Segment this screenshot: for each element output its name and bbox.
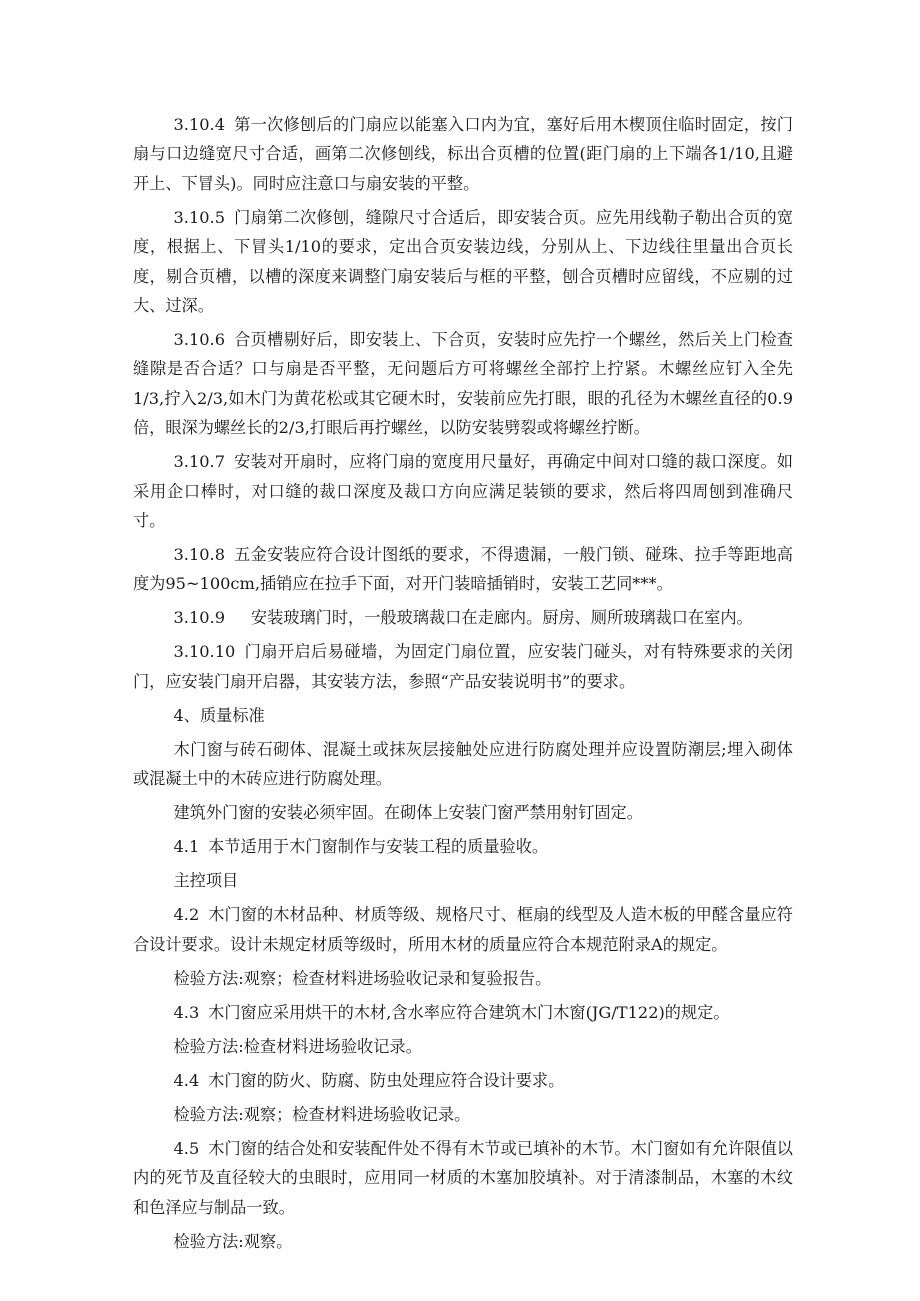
paragraph-text: 五金安装应符合设计图纸的要求，不得遗漏，一般门锁、碰珠、拉手等距地高度为95~100cm,插销应在拉手下面，对开门装暗插销时，安装工艺同***。 bbox=[133, 545, 793, 594]
paragraph-text: 检验方法:观察；检查材料进场验收记录和复验报告。 bbox=[173, 968, 552, 988]
inspection-method-4-3 bbox=[133, 1032, 793, 1061]
paragraph-3-10-7 bbox=[133, 447, 793, 535]
paragraph-text: 检验方法:观察；检查材料进场验收记录。 bbox=[173, 1104, 471, 1124]
paragraph-4-5 bbox=[133, 1134, 793, 1222]
inspection-method-4-5 bbox=[133, 1227, 793, 1256]
paragraph-text: 合页槽剔好后，即安装上、下合页，安装时应先拧一个螺丝，然后关上门检查缝隙是否合适？口与扇是否平整，无问题后方可将螺丝全部拧上拧紧。木螺丝应钉入全先1/3,拧入2/3,如木门为黄花松或其它硬木时，安装前应先打眼，眼的孔径为木螺丝直径的0.9倍，眼深为螺丝长的2/3,打眼后再拧螺丝，以防安装劈裂或将螺丝拧断。 bbox=[133, 330, 793, 438]
clause-number: 3.10.10 bbox=[173, 642, 236, 662]
clause-number: 3.10.9 bbox=[173, 608, 225, 628]
paragraph-3-10-10 bbox=[133, 637, 793, 696]
paragraph-text: 第一次修刨后的门扇应以能塞入口内为宜，塞好后用木楔顶住临时固定，按门扇与口边缝宽尺寸合适，画第二次修刨线，标出合页槽的位置(距门扇的上下端各1/10,且避开上、下冒头)。同时应注意口与扇安装的平整。 bbox=[133, 115, 793, 193]
paragraph-exterior-install bbox=[133, 798, 793, 827]
clause-number: 3.10.7 bbox=[173, 452, 225, 472]
paragraph-text: 安装玻璃门时，一般玻璃裁口在走廊内。厨房、厕所玻璃裁口在室内。 bbox=[250, 608, 753, 628]
paragraph-text: 安装对开扇时，应将门扇的宽度用尺量好，再确定中间对口缝的裁口深度。如采用企口棒时，对口缝的裁口深度及裁口方向应满足装锁的要求，然后将四周刨到准确尺寸。 bbox=[133, 452, 793, 531]
clause-number: 4.1 bbox=[173, 837, 200, 857]
paragraph-text: 木门窗的木材品种、材质等级、规格尺寸、框扇的线型及人造木板的甲醛含量应符合设计要求。设计未规定材质等级时，所用木材的质量应符合本规范附录A的规定。 bbox=[133, 905, 793, 954]
clause-number: 3.10.4 bbox=[173, 115, 225, 134]
paragraph-4-1 bbox=[133, 832, 793, 861]
paragraph-text: 检验方法:检查材料进场验收记录。 bbox=[173, 1036, 422, 1056]
paragraph-text: 门扇开启后易碰墙，为固定门扇位置，应安装门碰头，对有特殊要求的关闭门，应安装门扇开启器，其安装方法，参照“产品安装说明书”的要求。 bbox=[133, 642, 793, 691]
paragraph-text: 主控项目 bbox=[173, 871, 239, 891]
paragraph-text: 木门窗的结合处和安装配件处不得有木节或已填补的木节。木门窗如有允许限值以内的死节及直径较大的虫眼时，应用同一材质的木塞加胶填补。对于清漆制品，木塞的木纹和色泽应与制品一致。 bbox=[133, 1138, 793, 1217]
paragraph-anticorrosion bbox=[133, 735, 793, 794]
subheading-main-items bbox=[133, 866, 793, 895]
paragraph-text: 木门窗的防火、防腐、防虫处理应符合设计要求。 bbox=[208, 1070, 565, 1090]
clause-number: 4.2 bbox=[173, 905, 200, 925]
section-heading-quality-standard bbox=[133, 701, 793, 730]
inspection-method-4-2 bbox=[133, 964, 793, 993]
paragraph-3-10-4 bbox=[133, 110, 793, 198]
clause-number: 3.10.5 bbox=[173, 207, 225, 227]
clause-number: 4.5 bbox=[173, 1138, 200, 1158]
paragraph-text: 木门窗应采用烘干的木材,含水率应符合建筑木门木窗(JG/T122)的规定。 bbox=[208, 1002, 730, 1022]
paragraph-text: 本节适用于木门窗制作与安装工程的质量验收。 bbox=[208, 837, 549, 857]
clause-number: 3.10.6 bbox=[173, 330, 225, 350]
paragraph-text: 木门窗与砖石砌体、混凝土或抹灰层接触处应进行防腐处理并应设置防潮层;埋入砌体或混凝土中的木砖应进行防腐处理。 bbox=[133, 739, 793, 789]
paragraph-text: 4、质量标准 bbox=[173, 705, 265, 725]
paragraph-4-4 bbox=[133, 1066, 793, 1095]
inspection-method-4-4 bbox=[133, 1100, 793, 1129]
paragraph-4-2 bbox=[133, 900, 793, 959]
paragraph-3-10-6 bbox=[133, 325, 793, 443]
paragraph-3-10-5 bbox=[133, 203, 793, 321]
document-page bbox=[133, 110, 793, 1261]
paragraph-3-10-8 bbox=[133, 540, 793, 599]
clause-number: 4.3 bbox=[173, 1002, 200, 1022]
paragraph-text: 检验方法:观察。 bbox=[173, 1231, 293, 1251]
paragraph-text: 建筑外门窗的安装必须牢固。在砌体上安装门窗严禁用射钉固定。 bbox=[173, 803, 643, 823]
paragraph-4-3 bbox=[133, 998, 793, 1027]
clause-number: 3.10.8 bbox=[173, 545, 225, 565]
paragraph-3-10-9 bbox=[133, 603, 793, 632]
clause-number: 4.4 bbox=[173, 1070, 200, 1090]
paragraph-text: 门扇第二次修刨，缝隙尺寸合适后，即安装合页。应先用线勒子勒出合页的宽度，根据上、下冒头1/10的要求，定出合页安装边线，分别从上、下边线往里量出合页长度，剔合页槽，以槽的深度来调整门扇安装后与框的平整，刨合页槽时应留线，不应剔的过大、过深。 bbox=[133, 207, 793, 316]
